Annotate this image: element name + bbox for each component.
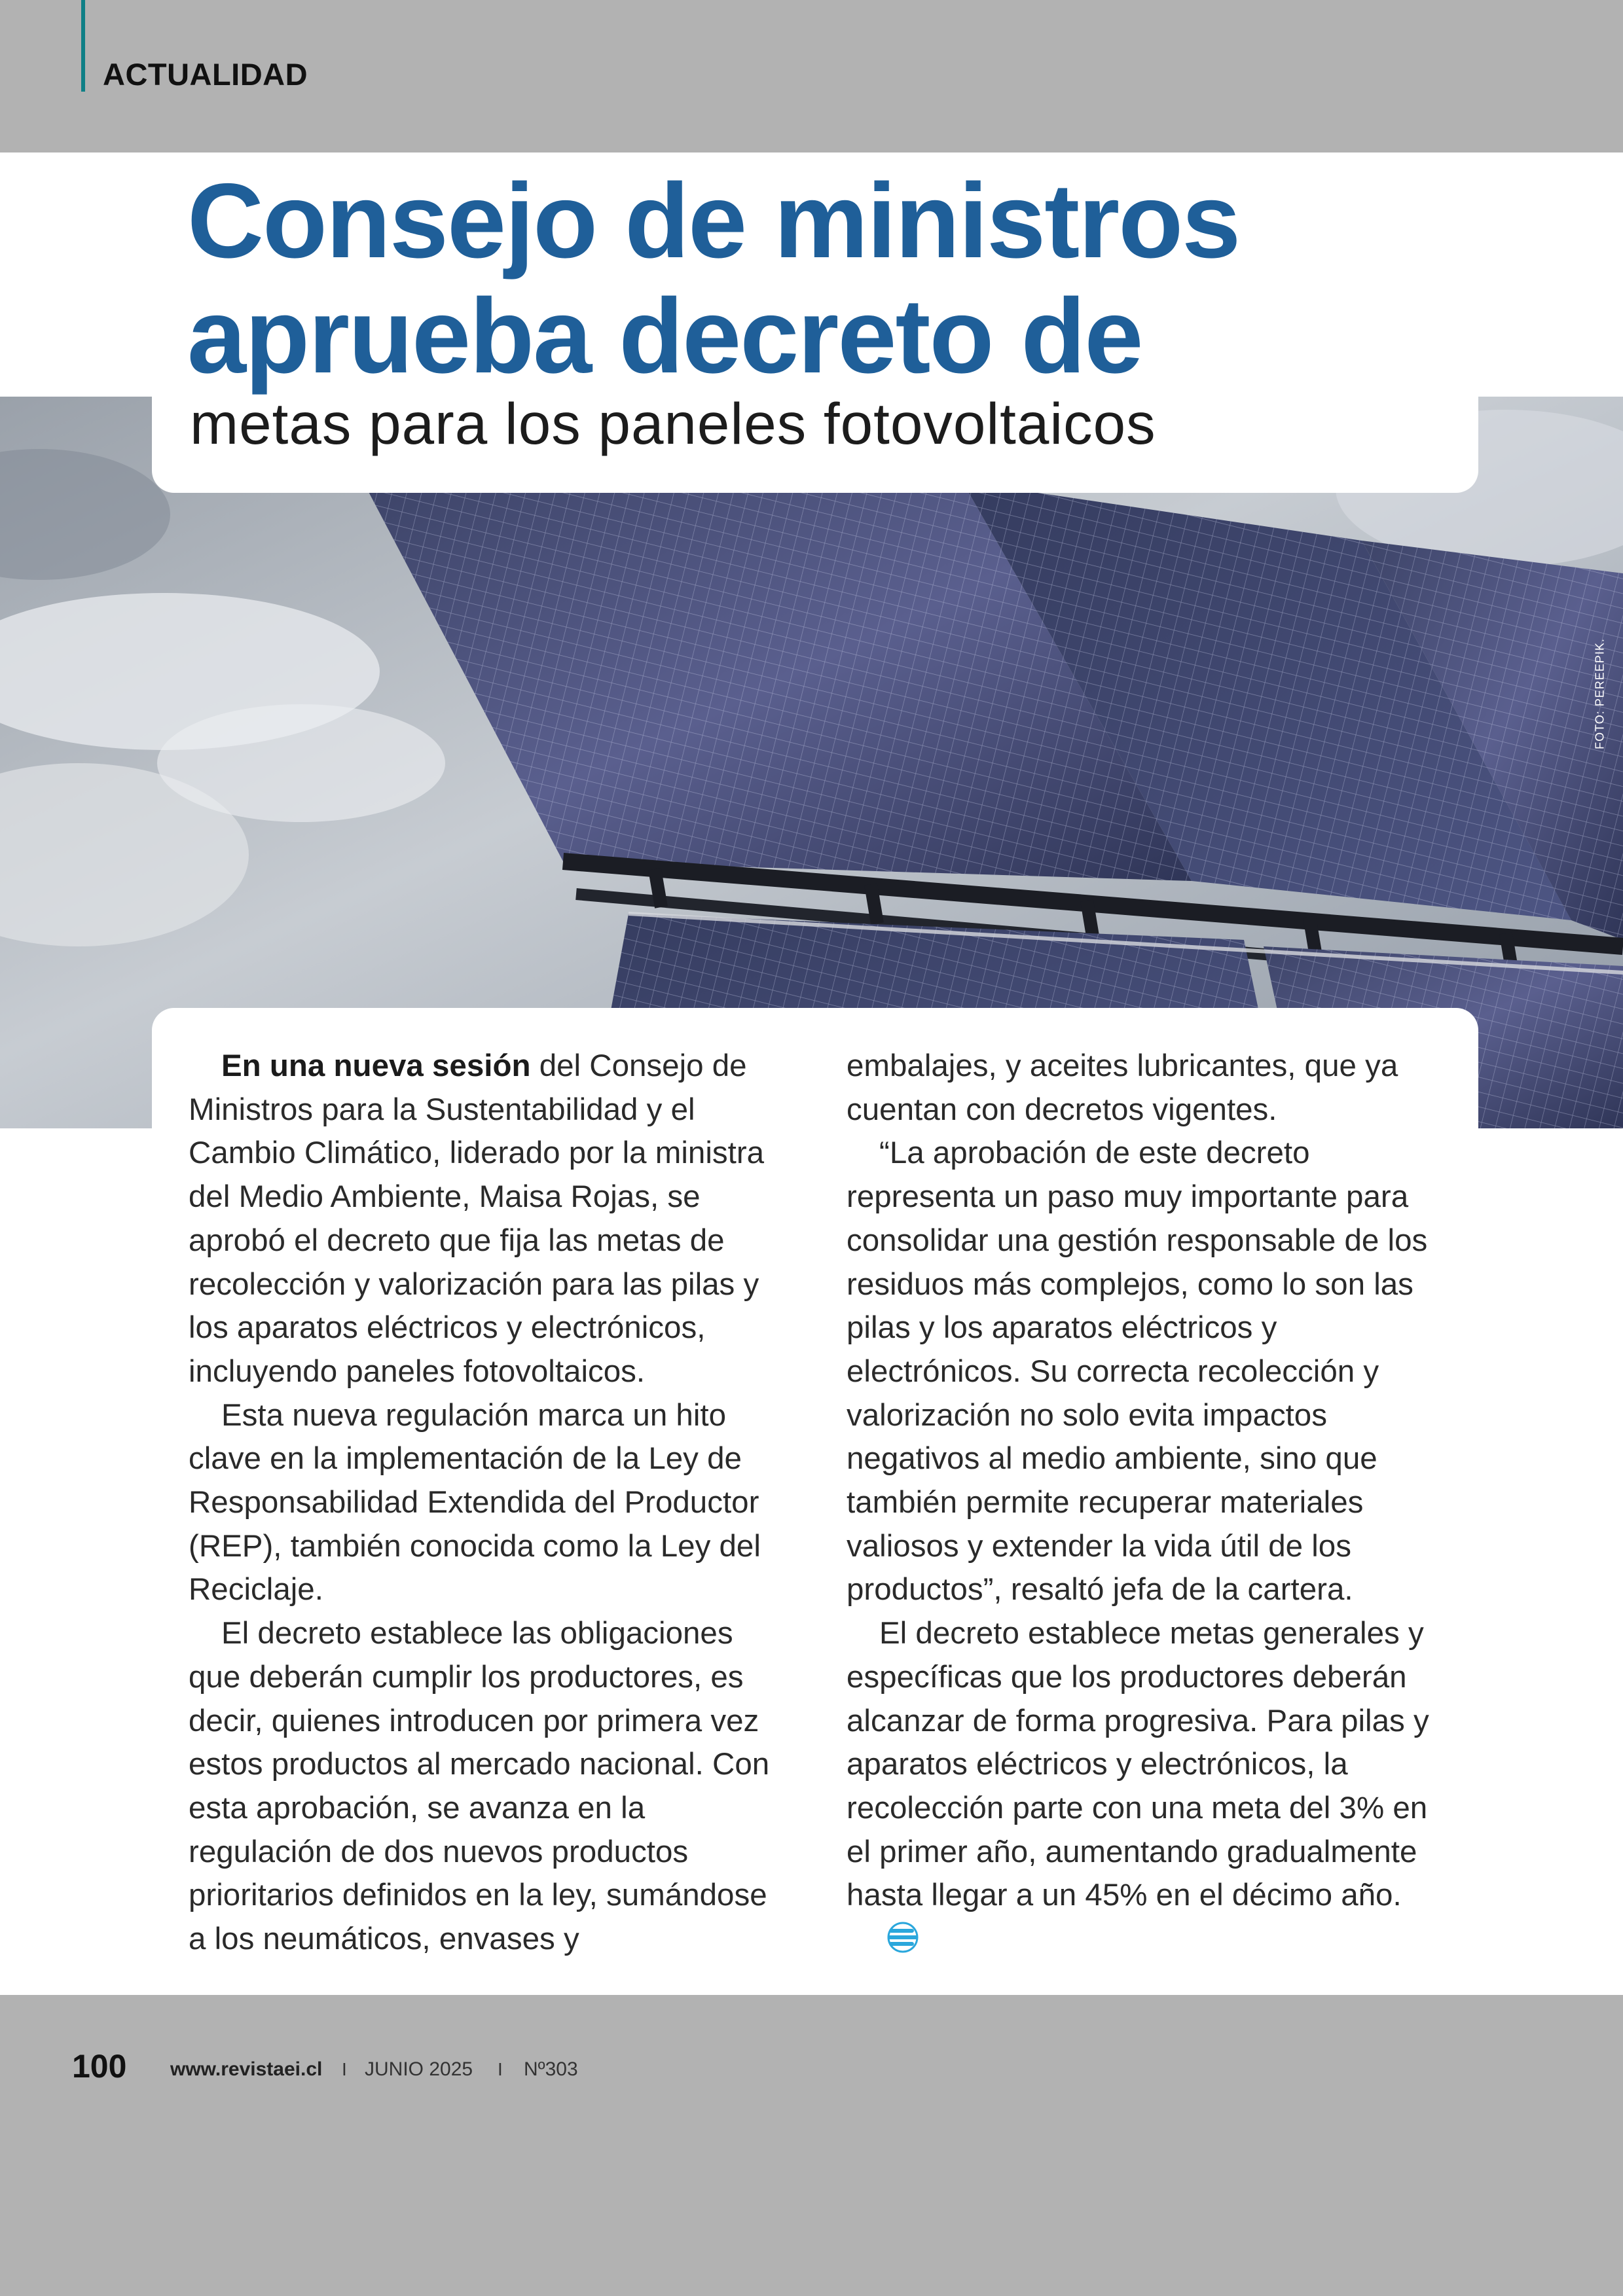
paragraph-1 [189, 1045, 791, 1394]
footer-website-link[interactable]: www.revistaei.cl [170, 2058, 323, 2080]
headline-line-2: aprueba decreto de [187, 277, 1142, 395]
page-number: 100 [72, 2048, 127, 2085]
footer-date: JUNIO 2025 [365, 2058, 473, 2080]
paragraph-3: El decreto establece las obligaciones que deberán cumplir los productores, es decir, quienes introducen por primera vez estos productos al mercado nacional. Con esta aprobación, se avanza en la regulación de dos nuevos productos prioritarios definidos en la ley, sumándose a los neumáticos, envases y [189, 1616, 770, 1957]
paragraph-5 [847, 1612, 1449, 1965]
footer-band [0, 1995, 1623, 2296]
footer-separator: I [498, 2059, 503, 2079]
section-label: ACTUALIDAD [103, 57, 308, 92]
photo-credit: FOTO: PEREEPIK. [1593, 638, 1607, 749]
paragraph-5-text: El decreto establece metas generales y específicas que los productores deberán alcanzar de forma progresiva. Para pilas y aparatos eléctricos y electrónicos, la recolección parte con una meta del 3% en el primer año, aumentando gradualmente hasta llegar a un 45% en el décimo año. [847, 1616, 1429, 1913]
paragraph-lead: En una nueva sesión [221, 1049, 531, 1083]
article-column-left [189, 1045, 791, 1962]
subheadline: metas para los paneles fotovoltaicos [190, 391, 1156, 456]
article-column-right [847, 1045, 1449, 1965]
headline-line-1: Consejo de ministros [187, 162, 1240, 280]
paragraph-2: Esta nueva regulación marca un hito clave en la implementación de la Ley de Responsabilidad Extendida del Productor (REP), también conocida como la Ley del Reciclaje. [189, 1397, 761, 1607]
headline [187, 164, 1497, 394]
section-accent-bar [81, 0, 85, 92]
paragraph-4-quote: “La aprobación de este decreto representa un paso muy importante para consolidar una gestión responsable de los residuos más complejos, como lo son las pilas y los aparatos eléctricos y electrónicos. Su correcta recolección y valorización no solo evita impactos negativos al medio ambiente, sino que también permite recuperar materiales valiosos y extender la vida útil de los productos”, resaltó jefa de la cartera. [847, 1136, 1428, 1607]
paragraph-1-text: del Consejo de Ministros para la Sustentabilidad y el Cambio Climático, liderado por la ministra del Medio Ambiente, Maisa Rojas, se aprobó el decreto que fija las metas de recolección y valorización para las pilas y los aparatos eléctricos y electrónicos, incluyendo paneles fotovoltaicos. [189, 1049, 765, 1389]
footer-issue-number: Nº303 [524, 2058, 578, 2080]
magazine-end-mark-icon [853, 1922, 920, 1965]
paragraph-3-continued: embalajes, y aceites lubricantes, que ya cuentan con decretos vigentes. [847, 1049, 1398, 1127]
footer-separator: I [342, 2059, 347, 2079]
